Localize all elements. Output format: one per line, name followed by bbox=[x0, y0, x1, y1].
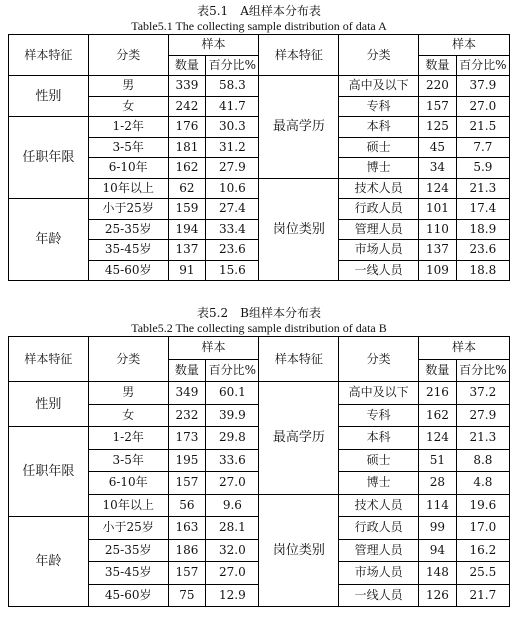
category-cell: 专科 bbox=[339, 404, 419, 427]
percent-cell: 27.0 bbox=[206, 562, 259, 585]
category-cell: 市场人员 bbox=[339, 240, 419, 261]
percent-cell: 15.6 bbox=[206, 260, 259, 281]
category-cell: 技术人员 bbox=[339, 178, 419, 199]
percent-cell: 7.7 bbox=[456, 137, 509, 158]
feature-cell: 年龄 bbox=[9, 517, 89, 607]
header-sample: 样本 bbox=[168, 337, 259, 360]
count-cell: 28 bbox=[419, 472, 457, 495]
count-cell: 125 bbox=[419, 117, 457, 138]
header-count: 数量 bbox=[419, 359, 457, 382]
count-cell: 124 bbox=[419, 178, 457, 199]
percent-cell: 33.4 bbox=[206, 219, 259, 240]
percent-cell: 21.7 bbox=[456, 584, 509, 607]
count-cell: 157 bbox=[419, 96, 457, 117]
category-cell: 一线人员 bbox=[339, 260, 419, 281]
count-cell: 194 bbox=[168, 219, 206, 240]
percent-cell: 10.6 bbox=[206, 178, 259, 199]
header-count: 数量 bbox=[419, 55, 457, 76]
category-cell: 小于25岁 bbox=[88, 199, 168, 220]
percent-cell: 23.6 bbox=[456, 240, 509, 261]
count-cell: 349 bbox=[168, 382, 206, 405]
percent-cell: 5.9 bbox=[456, 158, 509, 179]
header-percent: 百分比% bbox=[456, 359, 509, 382]
count-cell: 114 bbox=[419, 494, 457, 517]
count-cell: 45 bbox=[419, 137, 457, 158]
count-cell: 75 bbox=[168, 584, 206, 607]
category-cell: 男 bbox=[88, 382, 168, 405]
table-a bbox=[8, 34, 510, 281]
category-cell: 10年以上 bbox=[88, 494, 168, 517]
count-cell: 162 bbox=[419, 404, 457, 427]
header-category: 分类 bbox=[88, 35, 168, 76]
count-cell: 159 bbox=[168, 199, 206, 220]
count-cell: 148 bbox=[419, 562, 457, 585]
count-cell: 101 bbox=[419, 199, 457, 220]
header-feature: 样本特征 bbox=[259, 337, 339, 382]
category-cell: 行政人员 bbox=[339, 199, 419, 220]
count-cell: 157 bbox=[168, 562, 206, 585]
category-cell: 3-5年 bbox=[88, 137, 168, 158]
percent-cell: 18.9 bbox=[456, 219, 509, 240]
percent-cell: 39.9 bbox=[206, 404, 259, 427]
percent-cell: 19.6 bbox=[456, 494, 509, 517]
count-cell: 181 bbox=[168, 137, 206, 158]
count-cell: 126 bbox=[419, 584, 457, 607]
percent-cell: 30.3 bbox=[206, 117, 259, 138]
feature-cell: 最高学历 bbox=[259, 382, 339, 495]
count-cell: 56 bbox=[168, 494, 206, 517]
header-category: 分类 bbox=[339, 35, 419, 76]
feature-cell: 性别 bbox=[9, 76, 89, 117]
table-a-block bbox=[8, 4, 510, 281]
feature-cell: 岗位类别 bbox=[259, 178, 339, 281]
count-cell: 157 bbox=[168, 472, 206, 495]
count-cell: 137 bbox=[168, 240, 206, 261]
count-cell: 176 bbox=[168, 117, 206, 138]
percent-cell: 17.4 bbox=[456, 199, 509, 220]
feature-cell: 任职年限 bbox=[9, 117, 89, 199]
count-cell: 173 bbox=[168, 427, 206, 450]
header-feature: 样本特征 bbox=[259, 35, 339, 76]
category-cell: 25-35岁 bbox=[88, 539, 168, 562]
percent-cell: 41.7 bbox=[206, 96, 259, 117]
category-cell: 45-60岁 bbox=[88, 584, 168, 607]
header-row bbox=[9, 35, 510, 56]
percent-cell: 31.2 bbox=[206, 137, 259, 158]
category-cell: 管理人员 bbox=[339, 219, 419, 240]
table-b-caption-en: Table5.2 The collecting sample distribution of data B bbox=[131, 321, 387, 335]
header-percent: 百分比% bbox=[206, 359, 259, 382]
category-cell: 小于25岁 bbox=[88, 517, 168, 540]
category-cell: 35-45岁 bbox=[88, 562, 168, 585]
header-count: 数量 bbox=[168, 55, 206, 76]
table-b bbox=[8, 336, 510, 607]
feature-cell: 岗位类别 bbox=[259, 494, 339, 607]
count-cell: 220 bbox=[419, 76, 457, 97]
header-sample: 样本 bbox=[419, 35, 510, 56]
category-cell: 45-60岁 bbox=[88, 260, 168, 281]
percent-cell: 23.6 bbox=[206, 240, 259, 261]
count-cell: 124 bbox=[419, 427, 457, 450]
category-cell: 男 bbox=[88, 76, 168, 97]
table-b-block bbox=[8, 306, 510, 607]
category-cell: 本科 bbox=[339, 427, 419, 450]
count-cell: 186 bbox=[168, 539, 206, 562]
percent-cell: 16.2 bbox=[456, 539, 509, 562]
percent-cell: 21.3 bbox=[456, 427, 509, 450]
count-cell: 62 bbox=[168, 178, 206, 199]
percent-cell: 9.6 bbox=[206, 494, 259, 517]
table-a-caption-en: Table5.1 The collecting sample distribution of data A bbox=[131, 19, 387, 33]
table-b-caption-cn: 表5.2 B组样本分布表 bbox=[197, 306, 321, 320]
category-cell: 高中及以下 bbox=[339, 382, 419, 405]
count-cell: 216 bbox=[419, 382, 457, 405]
category-cell: 女 bbox=[88, 404, 168, 427]
percent-cell: 27.0 bbox=[206, 472, 259, 495]
count-cell: 94 bbox=[419, 539, 457, 562]
category-cell: 一线人员 bbox=[339, 584, 419, 607]
count-cell: 242 bbox=[168, 96, 206, 117]
category-cell: 行政人员 bbox=[339, 517, 419, 540]
category-cell: 专科 bbox=[339, 96, 419, 117]
category-cell: 6-10年 bbox=[88, 472, 168, 495]
category-cell: 高中及以下 bbox=[339, 76, 419, 97]
feature-cell: 最高学历 bbox=[259, 76, 339, 179]
header-category: 分类 bbox=[339, 337, 419, 382]
percent-cell: 60.1 bbox=[206, 382, 259, 405]
count-cell: 163 bbox=[168, 517, 206, 540]
category-cell: 市场人员 bbox=[339, 562, 419, 585]
feature-cell: 任职年限 bbox=[9, 427, 89, 517]
table-row bbox=[9, 76, 510, 97]
header-percent: 百分比% bbox=[456, 55, 509, 76]
header-count: 数量 bbox=[168, 359, 206, 382]
header-category: 分类 bbox=[88, 337, 168, 382]
count-cell: 162 bbox=[168, 158, 206, 179]
category-cell: 1-2年 bbox=[88, 117, 168, 138]
percent-cell: 29.8 bbox=[206, 427, 259, 450]
percent-cell: 27.4 bbox=[206, 199, 259, 220]
category-cell: 25-35岁 bbox=[88, 219, 168, 240]
count-cell: 137 bbox=[419, 240, 457, 261]
percent-cell: 12.9 bbox=[206, 584, 259, 607]
category-cell: 3-5年 bbox=[88, 449, 168, 472]
count-cell: 99 bbox=[419, 517, 457, 540]
header-sample: 样本 bbox=[419, 337, 510, 360]
header-sample: 样本 bbox=[168, 35, 259, 56]
feature-cell: 性别 bbox=[9, 382, 89, 427]
category-cell: 35-45岁 bbox=[88, 240, 168, 261]
percent-cell: 37.9 bbox=[456, 76, 509, 97]
percent-cell: 25.5 bbox=[456, 562, 509, 585]
percent-cell: 21.5 bbox=[456, 117, 509, 138]
percent-cell: 8.8 bbox=[456, 449, 509, 472]
percent-cell: 37.2 bbox=[456, 382, 509, 405]
category-cell: 硕士 bbox=[339, 137, 419, 158]
category-cell: 1-2年 bbox=[88, 427, 168, 450]
count-cell: 232 bbox=[168, 404, 206, 427]
count-cell: 110 bbox=[419, 219, 457, 240]
table-row bbox=[9, 382, 510, 405]
header-percent: 百分比% bbox=[206, 55, 259, 76]
percent-cell: 27.0 bbox=[456, 96, 509, 117]
count-cell: 34 bbox=[419, 158, 457, 179]
table-a-caption-cn: 表5.1 A组样本分布表 bbox=[197, 4, 321, 18]
count-cell: 51 bbox=[419, 449, 457, 472]
percent-cell: 17.0 bbox=[456, 517, 509, 540]
category-cell: 技术人员 bbox=[339, 494, 419, 517]
percent-cell: 28.1 bbox=[206, 517, 259, 540]
count-cell: 91 bbox=[168, 260, 206, 281]
percent-cell: 32.0 bbox=[206, 539, 259, 562]
category-cell: 管理人员 bbox=[339, 539, 419, 562]
count-cell: 109 bbox=[419, 260, 457, 281]
category-cell: 10年以上 bbox=[88, 178, 168, 199]
feature-cell: 年龄 bbox=[9, 199, 89, 281]
percent-cell: 58.3 bbox=[206, 76, 259, 97]
category-cell: 博士 bbox=[339, 472, 419, 495]
percent-cell: 27.9 bbox=[456, 404, 509, 427]
category-cell: 博士 bbox=[339, 158, 419, 179]
category-cell: 6-10年 bbox=[88, 158, 168, 179]
header-row bbox=[9, 337, 510, 360]
count-cell: 339 bbox=[168, 76, 206, 97]
header-feature: 样本特征 bbox=[9, 337, 89, 382]
percent-cell: 18.8 bbox=[456, 260, 509, 281]
percent-cell: 33.6 bbox=[206, 449, 259, 472]
category-cell: 女 bbox=[88, 96, 168, 117]
category-cell: 本科 bbox=[339, 117, 419, 138]
category-cell: 硕士 bbox=[339, 449, 419, 472]
percent-cell: 4.8 bbox=[456, 472, 509, 495]
count-cell: 195 bbox=[168, 449, 206, 472]
header-feature: 样本特征 bbox=[9, 35, 89, 76]
percent-cell: 27.9 bbox=[206, 158, 259, 179]
percent-cell: 21.3 bbox=[456, 178, 509, 199]
